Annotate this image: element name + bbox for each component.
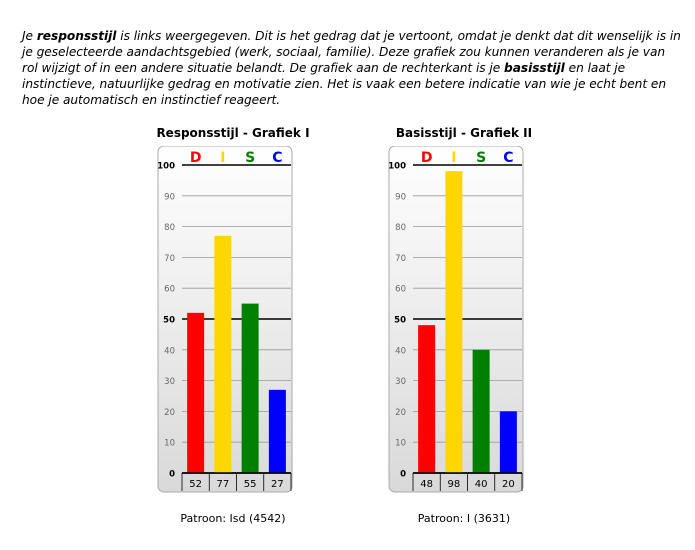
- intro-part-1: Je: [22, 29, 37, 44]
- value-label-i: 98: [447, 479, 461, 490]
- value-label-s: 40: [474, 479, 488, 490]
- bar-i: [445, 171, 462, 473]
- chart-svg-responsstijl: [133, 146, 333, 496]
- bar-i: [214, 236, 231, 473]
- intro-part-3: en laat je instinctieve, natuurlijke gedrag en motivatie zien. Het is vaak een betere indicatie van wie je echt bent en hoe je automatisch en instinctief reageert.: [22, 61, 667, 108]
- y-tick-label-70: 70: [164, 253, 175, 264]
- bar-d: [187, 313, 204, 473]
- bar-c: [269, 390, 286, 473]
- y-tick-label-30: 30: [164, 377, 175, 388]
- y-tick-label-30: 30: [395, 377, 406, 388]
- chart-svg-basisstijl: [364, 146, 564, 496]
- intro-part-2: is links weergegeven. Dit is het gedrag dat je vertoont, omdat je denkt dat dit wenselijk is in je geselecteerde aandachtsgebied (werk, sociaal, familie). Deze grafiek zou kunnen veranderen als je van rol wijzigt of in een andere situatie belandt. De grafiek aan de rechterkant is je: [22, 29, 681, 76]
- chart-title: Responsstijl - Grafiek I: [156, 126, 310, 140]
- category-label-s: S: [476, 150, 487, 166]
- chart-title: Basisstijl - Grafiek II: [395, 126, 533, 140]
- bar-d: [418, 325, 435, 473]
- intro-bold-basisstijl: basisstijl: [504, 61, 565, 76]
- pattern-label-responsstijl: Patroon: Isd (4542): [180, 512, 286, 525]
- y-tick-label-40: 40: [164, 346, 175, 357]
- y-tick-label-0: 0: [400, 469, 406, 480]
- value-label-d: 48: [420, 479, 433, 490]
- y-tick-label-10: 10: [164, 438, 175, 449]
- y-tick-label-50: 50: [394, 315, 406, 326]
- category-label-d: D: [189, 150, 202, 166]
- category-label-i: I: [451, 150, 457, 166]
- value-label-s: 55: [243, 479, 257, 490]
- y-tick-label-80: 80: [164, 223, 175, 234]
- y-tick-label-20: 20: [395, 407, 406, 418]
- y-tick-label-60: 60: [395, 284, 406, 295]
- category-label-d: D: [420, 150, 433, 166]
- category-label-c: C: [272, 150, 283, 166]
- pattern-label-basisstijl: Patroon: I (3631): [417, 512, 511, 525]
- intro-bold-responsstijl: responsstijl: [36, 29, 117, 44]
- category-label-c: C: [503, 150, 514, 166]
- y-tick-label-70: 70: [395, 253, 406, 264]
- value-label-c: 27: [271, 479, 284, 490]
- y-tick-label-80: 80: [395, 223, 406, 234]
- value-label-c: 20: [502, 479, 515, 490]
- y-tick-label-60: 60: [164, 284, 175, 295]
- value-label-d: 52: [189, 479, 202, 490]
- y-tick-label-40: 40: [395, 346, 406, 357]
- y-tick-label-90: 90: [395, 192, 406, 203]
- y-tick-label-10: 10: [395, 438, 406, 449]
- y-tick-label-100: 100: [157, 161, 175, 172]
- y-tick-label-50: 50: [163, 315, 175, 326]
- y-tick-label-0: 0: [169, 469, 175, 480]
- y-tick-label-100: 100: [388, 161, 406, 172]
- intro-text: [22, 28, 682, 108]
- category-label-i: I: [220, 150, 226, 166]
- bar-c: [500, 411, 517, 473]
- bar-s: [242, 304, 259, 473]
- value-label-i: 77: [216, 479, 230, 490]
- y-tick-label-20: 20: [164, 407, 175, 418]
- category-label-s: S: [245, 150, 256, 166]
- bar-s: [473, 350, 490, 473]
- y-tick-label-90: 90: [164, 192, 175, 203]
